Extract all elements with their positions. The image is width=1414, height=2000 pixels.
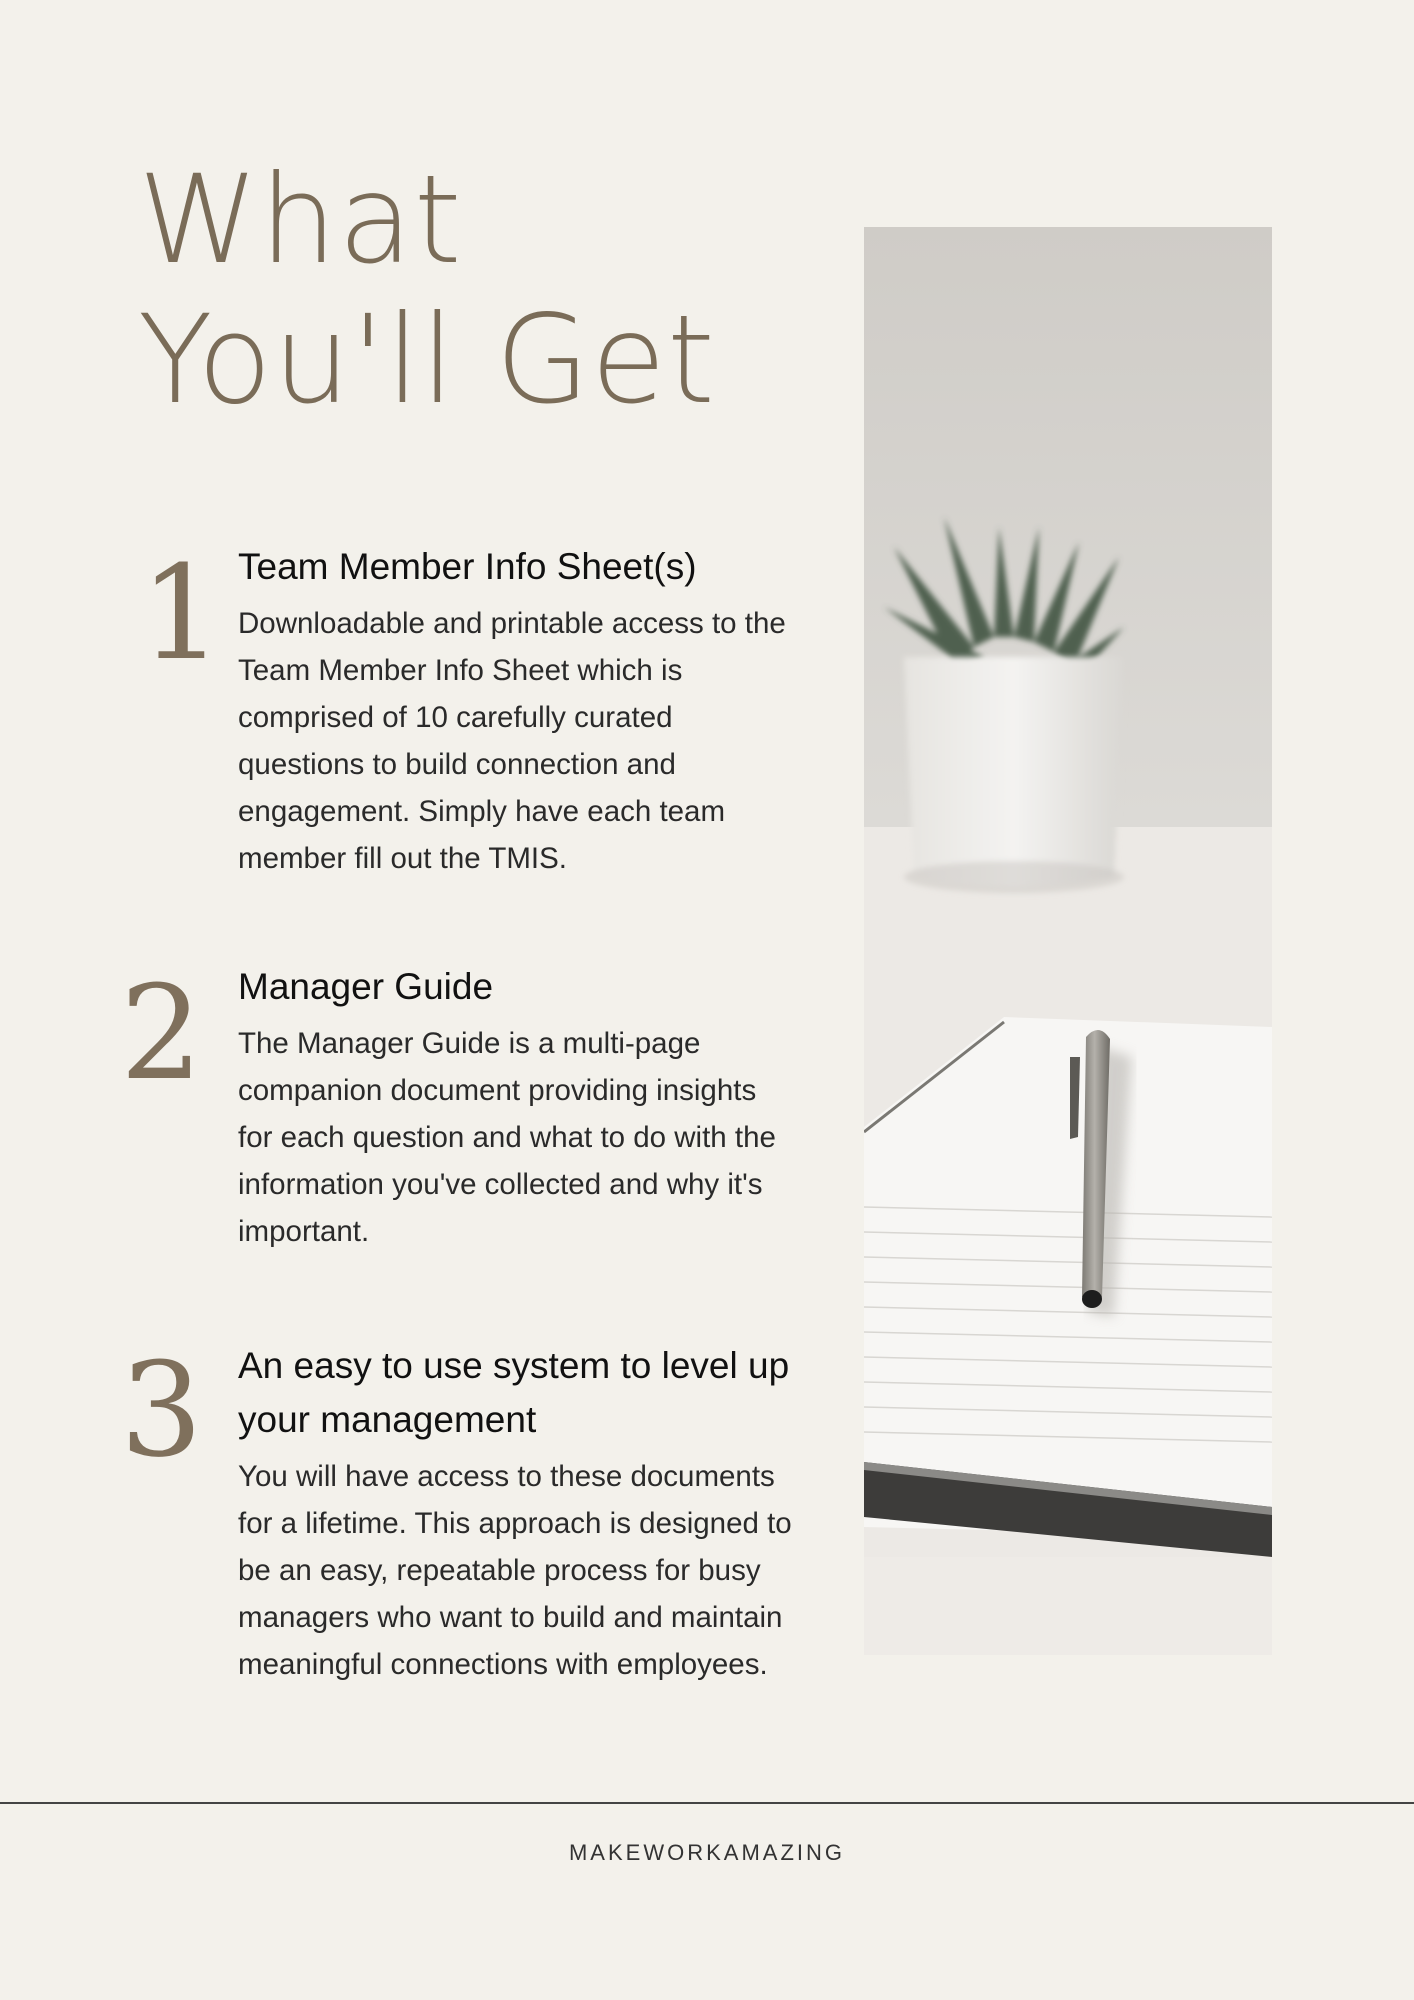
footer-brand: MAKEWORKAMAZING <box>568 1840 845 1865</box>
item-title: Team Member Info Sheet(s) <box>238 546 697 587</box>
item-body: You will have access to these documents for a lifetime. This approach is designed to be an easy, repeatable process for busy managers who want to build and maintain meaningful connections with employees. <box>238 1460 792 1681</box>
page-title <box>138 150 716 430</box>
footer-divider <box>0 1802 1414 1804</box>
item-title: An easy to use system to level up your management <box>238 1345 790 1440</box>
item-body: Downloadable and printable access to the Team Member Info Sheet which is comprised of 10 carefully curated questions to build connection and engagement. Simply have each team member fill out the TMIS. <box>238 607 786 875</box>
desk-photo <box>864 227 1272 1655</box>
item-number: 1 <box>140 537 223 689</box>
item-number: 3 <box>120 1334 203 1486</box>
item-number: 2 <box>120 957 203 1109</box>
page-title-line-2: You'll Get <box>138 289 716 431</box>
item-body: The Manager Guide is a multi-page companion document providing insights for each question and what to do with the information you've collected and why it's important. <box>238 1027 776 1248</box>
item-title: Manager Guide <box>238 966 494 1007</box>
page-title-line-1: What <box>138 149 463 291</box>
